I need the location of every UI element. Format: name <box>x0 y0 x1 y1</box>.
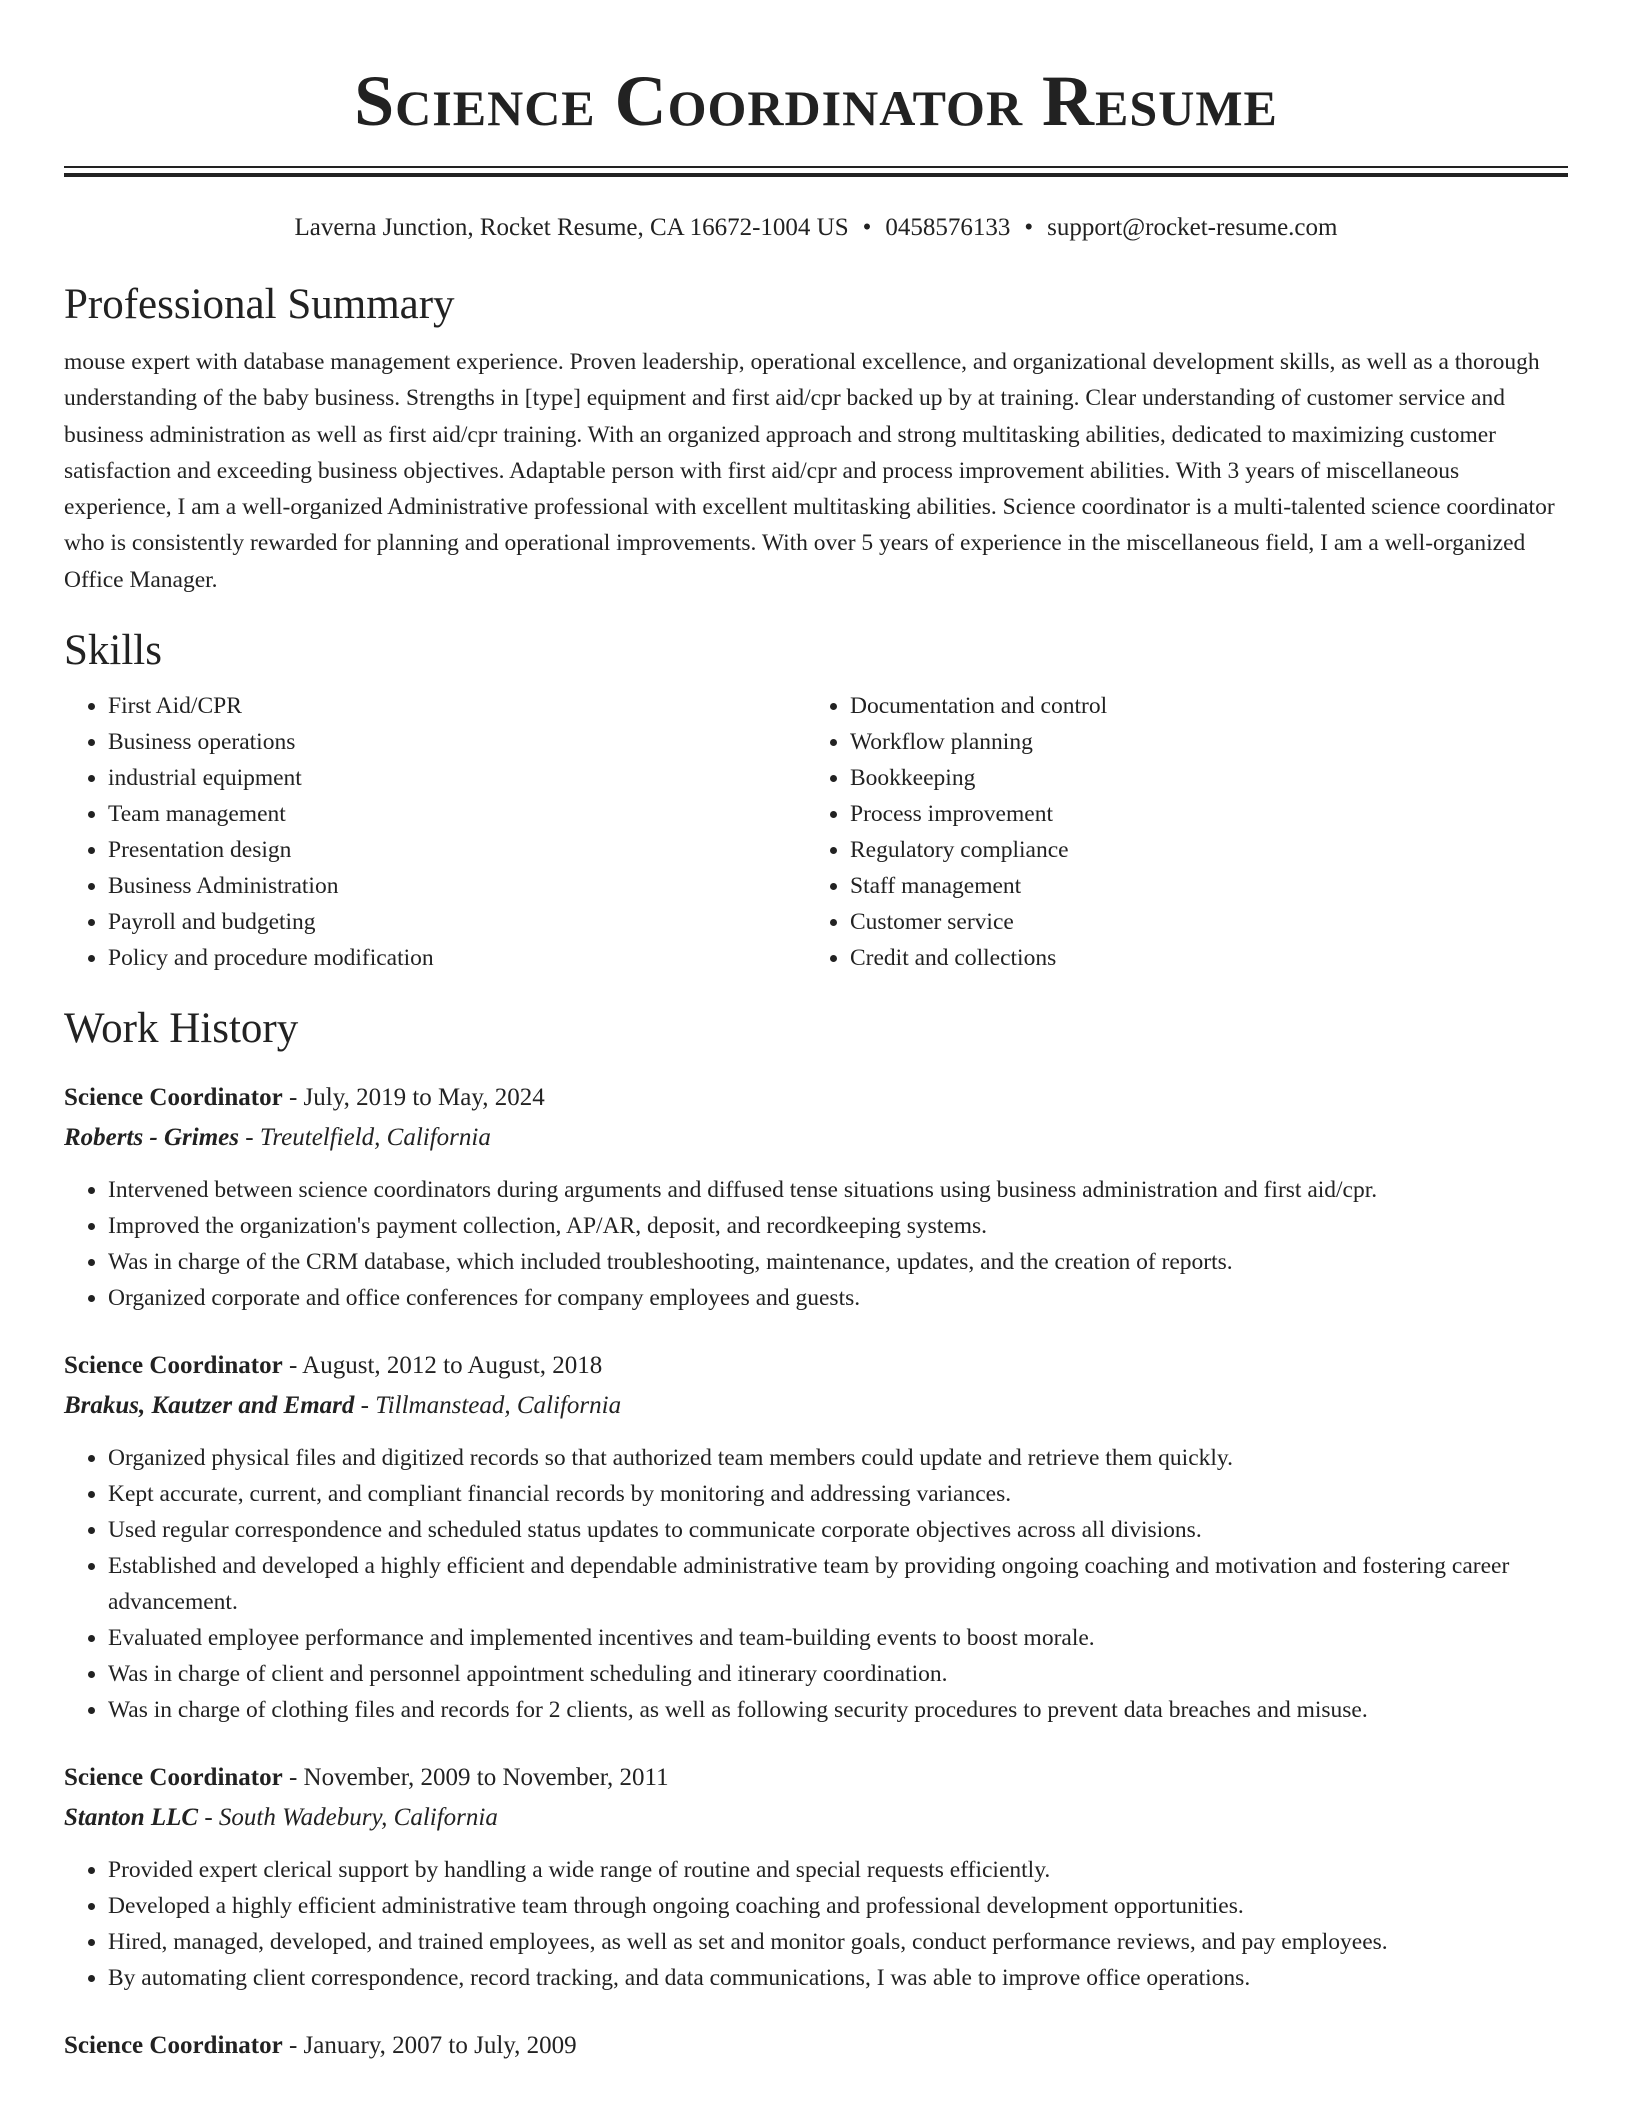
job-location: - Tillmanstead, California <box>354 1392 622 1420</box>
contact-line <box>64 213 1568 243</box>
skill-item: • Customer service <box>850 904 1568 940</box>
contact-separator: • <box>1024 214 1034 241</box>
job-duty: • Established and developed a highly efficient and dependable administrative team by providing ongoing coaching and motivation and fostering career advancement. <box>108 1548 1568 1620</box>
skill-item: • Business operations <box>108 724 806 760</box>
job-company: Brakus, Kautzer and Emard <box>64 1392 355 1420</box>
job-header <box>64 1078 1568 1118</box>
skill-item: • Presentation design <box>108 832 806 868</box>
job-company: Stanton LLC <box>64 1804 199 1832</box>
job-duties <box>64 1172 1568 1316</box>
skill-item: • Workflow planning <box>850 724 1568 760</box>
job-duties <box>64 1852 1568 1996</box>
work-history-heading: Work History <box>64 1005 299 1053</box>
resume-title: Science Coordinator Resume <box>354 61 1278 141</box>
skill-item: • Business Administration <box>108 868 806 904</box>
job-duty: • Organized physical files and digitized records so that authorized team members could update and retrieve them quickly. <box>108 1440 1568 1476</box>
job-entry <box>64 2026 1568 2066</box>
job-duties <box>64 1440 1568 1728</box>
job-header <box>64 2026 1568 2066</box>
skill-item: • Policy and procedure modification <box>108 940 806 976</box>
job-duty: • Developed a highly efficient administrative team through ongoing coaching and professional development opportunities. <box>108 1888 1568 1924</box>
contact-phone: 0458576133 <box>885 214 1011 241</box>
skills-list <box>64 688 1568 976</box>
job-header <box>64 1346 1568 1386</box>
job-duty: • Was in charge of clothing files and records for 2 clients, as well as following security procedures to prevent data breaches and misuse. <box>108 1692 1568 1728</box>
skill-item: • Regulatory compliance <box>850 832 1568 868</box>
skill-item: • Team management <box>108 796 806 832</box>
job-duty: • Was in charge of client and personnel appointment scheduling and itinerary coordination. <box>108 1656 1568 1692</box>
job-dates: - August, 2012 to August, 2018 <box>282 1352 603 1380</box>
job-duty: • Intervened between science coordinators during arguments and diffused tense situations using business administration and first aid/cpr. <box>108 1172 1568 1208</box>
job-title: Science Coordinator <box>64 1352 283 1380</box>
job-title: Science Coordinator <box>64 1764 283 1792</box>
job-entry <box>64 1078 1568 1316</box>
skill-item: • Documentation and control <box>850 688 1568 724</box>
job-location: - South Wadebury, California <box>198 1804 498 1832</box>
contact-separator: • <box>862 214 872 241</box>
job-employer <box>64 1798 1568 1838</box>
job-duty: • Improved the organization's payment collection, AP/AR, deposit, and recordkeeping systems. <box>108 1208 1568 1244</box>
job-employer <box>64 1386 1568 1426</box>
job-duty: • Used regular correspondence and scheduled status updates to communicate corporate objectives across all divisions. <box>108 1512 1568 1548</box>
job-duty: • Kept accurate, current, and compliant financial records by monitoring and addressing variances. <box>108 1476 1568 1512</box>
job-dates: - November, 2009 to November, 2011 <box>282 1764 669 1792</box>
job-duty: • Provided expert clerical support by handling a wide range of routine and special requests efficiently. <box>108 1852 1568 1888</box>
job-dates: - January, 2007 to July, 2009 <box>282 2032 577 2060</box>
skill-item: • Payroll and budgeting <box>108 904 806 940</box>
job-duty: • Evaluated employee performance and implemented incentives and team-building events to boost morale. <box>108 1620 1568 1656</box>
job-entry <box>64 1758 1568 1996</box>
contact-address: Laverna Junction, Rocket Resume, CA 16672-1004 US <box>294 214 849 241</box>
skills-column-left <box>64 688 806 976</box>
job-company: Roberts - Grimes <box>64 1124 239 1152</box>
contact-email: support@rocket-resume.com <box>1047 214 1338 241</box>
job-title: Science Coordinator <box>64 1084 283 1112</box>
skills-heading: Skills <box>64 627 162 675</box>
job-duty: • Organized corporate and office conferences for company employees and guests. <box>108 1280 1568 1316</box>
job-entry <box>64 1346 1568 1728</box>
job-header <box>64 1758 1568 1798</box>
job-title: Science Coordinator <box>64 2032 283 2060</box>
skill-item: • Staff management <box>850 868 1568 904</box>
skills-column-right <box>806 688 1568 976</box>
job-employer <box>64 1118 1568 1158</box>
job-duty: • Hired, managed, developed, and trained employees, as well as set and monitor goals, conduct performance reviews, and pay employees. <box>108 1924 1568 1960</box>
job-duty: • Was in charge of the CRM database, which included troubleshooting, maintenance, updates, and the creation of reports. <box>108 1244 1568 1280</box>
skill-item: • Bookkeeping <box>850 760 1568 796</box>
skill-item: • industrial equipment <box>108 760 806 796</box>
skill-item: • First Aid/CPR <box>108 688 806 724</box>
summary-text: mouse expert with database management experience. Proven leadership, operational excellence, and organizational development skills, as well as a thorough understanding of the baby business. Strengths in [type] equipment and first aid/cpr backed up by at training. Clear understanding of customer service and business administration as well as first aid/cpr training. With an organized approach and strong multitasking abilities, dedicated to maximizing customer satisfaction and exceeding business objectives. Adaptable person with first aid/cpr and process improvement abilities. With 3 years of miscellaneous experience, I am a well-organized Administrative professional with excellent multitasking abilities. Science coordinator is a multi-talented science coordinator who is consistently rewarded for planning and operational improvements. With over 5 years of experience in the miscellaneous field, I am a well-organized Office Manager. <box>64 349 1555 593</box>
skill-item: • Credit and collections <box>850 940 1568 976</box>
skill-item: • Process improvement <box>850 796 1568 832</box>
summary-heading: Professional Summary <box>64 281 455 328</box>
job-location: - Treutelfield, California <box>239 1124 491 1152</box>
job-dates: - July, 2019 to May, 2024 <box>282 1084 545 1112</box>
job-duty: • By automating client correspondence, record tracking, and data communications, I was able to improve office operations. <box>108 1960 1568 1996</box>
title-divider <box>64 166 1568 177</box>
